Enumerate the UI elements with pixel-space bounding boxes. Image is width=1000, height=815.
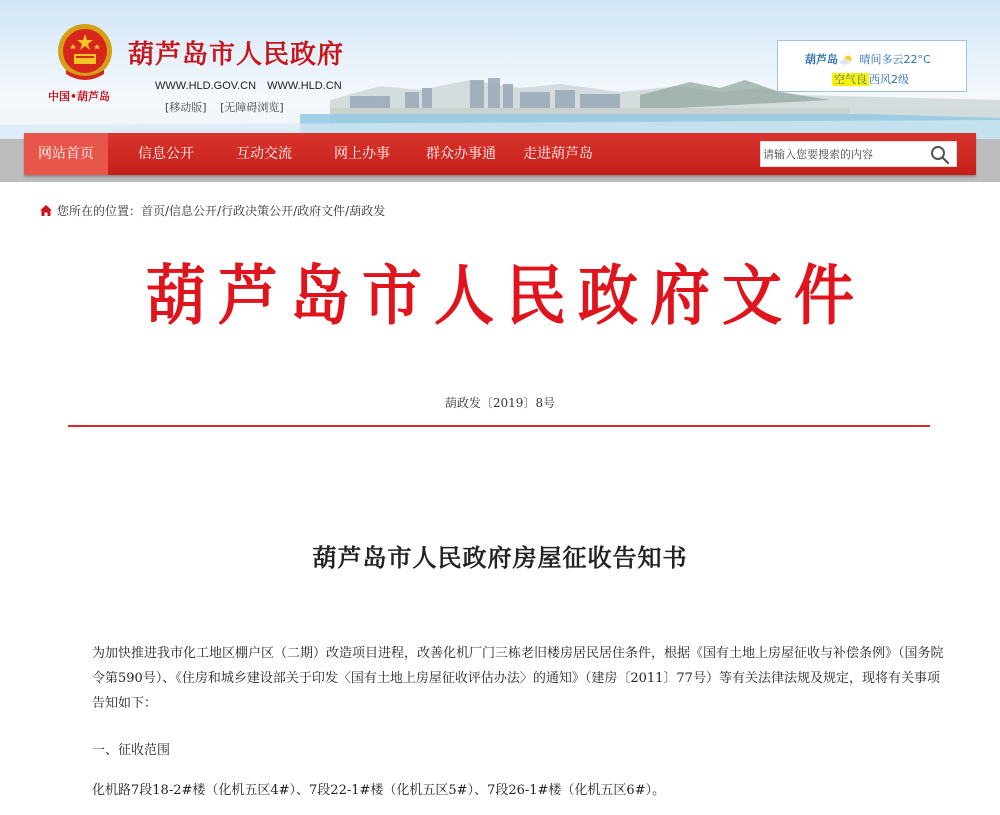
weather-widget [777, 40, 967, 92]
nav-item-info-disclosure[interactable]: 信息公开 [138, 146, 194, 162]
red-divider [68, 425, 930, 427]
search-input[interactable] [763, 144, 923, 164]
nav-item-about-huludao[interactable]: 走进葫芦岛 [523, 146, 593, 162]
breadcrumb-path[interactable]: 首页/信息公开/行政决策公开/政府文件/葫政发 [141, 204, 386, 218]
nav-item-interaction[interactable]: 互动交流 [236, 146, 292, 162]
url-primary[interactable]: WWW.HLD.GOV.CN [155, 80, 257, 92]
nav-item-online-services[interactable]: 网上办事 [334, 146, 390, 162]
section-heading: 一、征收范围 [92, 743, 171, 758]
weather-city: 葫芦岛 [805, 53, 838, 66]
nav-item-home[interactable]: 网站首页 [24, 133, 108, 175]
mobile-version-link[interactable]: [移动版] [165, 101, 207, 114]
home-icon [40, 205, 52, 216]
document-red-header: 葫芦岛市人民政府文件 [146, 258, 866, 335]
breadcrumb-prefix: 您所在的位置： [57, 204, 142, 218]
weather-condition: 晴间多云22°C [859, 53, 931, 66]
air-quality-badge: 空气良 [834, 73, 867, 86]
header-banner [0, 0, 1000, 140]
site-urls [155, 80, 342, 92]
emblem-caption: 中国•葫芦岛 [48, 90, 111, 103]
alt-version-links [165, 99, 284, 115]
search-icon[interactable] [929, 145, 951, 165]
accessible-browse-link[interactable]: [无障碍浏览] [220, 101, 284, 114]
main-nav [24, 133, 976, 175]
scope-text: 化机路7段18-2#楼（化机五区4#）、7段22-1#楼（化机五区5#）、7段26-1#楼（化机五区6#）。 [92, 783, 666, 798]
breadcrumb [40, 202, 385, 219]
weather-wind: 西风2级 [869, 73, 909, 86]
search-box [760, 141, 957, 167]
url-secondary[interactable]: WWW.HLD.CN [267, 80, 342, 92]
document-number: 葫政发〔2019〕8号 [444, 396, 556, 410]
national-emblem-icon [56, 22, 114, 86]
partly-cloudy-icon [840, 55, 854, 65]
nav-item-public-services[interactable]: 群众办事通 [426, 146, 496, 162]
document-paragraph: 为加快推进我市化工地区棚户区（二期）改造项目进程，改善化机厂门三栋老旧楼房居民居住条件，根据《国有土地上房屋征收与补偿条例》（国务院令第590号）、《住房和城乡建设部关于印发〈国有土地上房屋征收评估办法〉的通知》（建房〔2011〕77号）等有关法律法规及规定，现将有关事项告知如下： [92, 646, 944, 711]
document-title: 葫芦岛市人民政府房屋征收告知书 [312, 543, 688, 572]
site-title[interactable]: 葫芦岛市人民政府 [128, 40, 345, 70]
